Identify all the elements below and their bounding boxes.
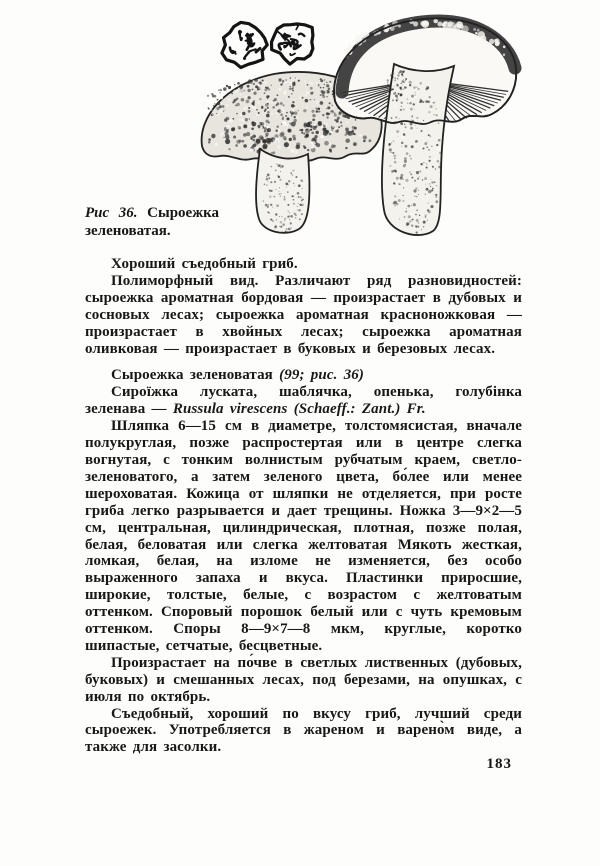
para-varieties: Полиморфный вид. Различают ряд разновидностей: сыроежка ароматная бордовая — произрастает в дубовых и сосновых лесах; сыроежка ароматная красноножковая — произрастает в хвойных лесах; сыроежка ароматная оливковая — произрастает в буковых и березовых лесах.: [85, 272, 522, 357]
spore-drawing-right: [272, 24, 313, 64]
figure-caption: [85, 205, 219, 240]
figure-caption-species: Сыроежка зеленоватая.: [85, 205, 219, 239]
figure-caption-number: Рис 36.: [85, 205, 138, 221]
figure-36-illustration: [172, 6, 524, 250]
para-species-heading: Сыроежка зеленоватая (99; рис. 36): [111, 367, 364, 384]
para-culinary: Съедобный, хороший по вкусу гриб, лучший среди сыроежек. Употребляется в жареном и варено̀м виде, а также для засолки.: [85, 705, 522, 756]
para-habitat: Произрастает на по́чве в светлых лиственных (дубовых, буковых) и смешанных лесах, под березами, на опушках, с июля по октябрь.: [85, 654, 522, 705]
page-number: 183: [486, 756, 512, 772]
para-description: Шляпка 6—15 см в диаметре, толстомясистая, вначале полукруглая, позже распростертая или в центре слегка вогнутая, с тонким волнистым рубчатым краем, светло-зеленоватого, а затем зеленого цвета, бо́лее или менее шероховатая. Кожица от шляпки не отделяется, при росте гриба легко разрывается и дает трещины. Ножка 3—9×2—5 см, центральная, цилиндрическая, плотная, позже полая, белая, беловатая или слегка желтоватая Мякоть жесткая, ломкая, белая, на изломе не изменяется, без особо выраженного запаха и вкуса. Пластинки приросшие, широкие, толстые, белые, с возрастом с желтоватым оттенком. Споровый порошок белый или с чуть кремовым оттенком. Споры 8—9×7—8 мкм, круглые, коротко шипастые, сетчатые, бесцветные.: [85, 418, 522, 654]
para-synonyms: Сироїжка луската, шаблячка, опенька, голубінка зеленава — Russula virescens (Schaeff.: Zant.) Fr.: [85, 384, 522, 418]
para-edibility-note: Хороший съедобный гриб.: [111, 256, 298, 272]
spore-drawing-left: [222, 22, 267, 67]
left-mushroom-stem: [256, 149, 309, 233]
body-text-block: [85, 256, 522, 756]
